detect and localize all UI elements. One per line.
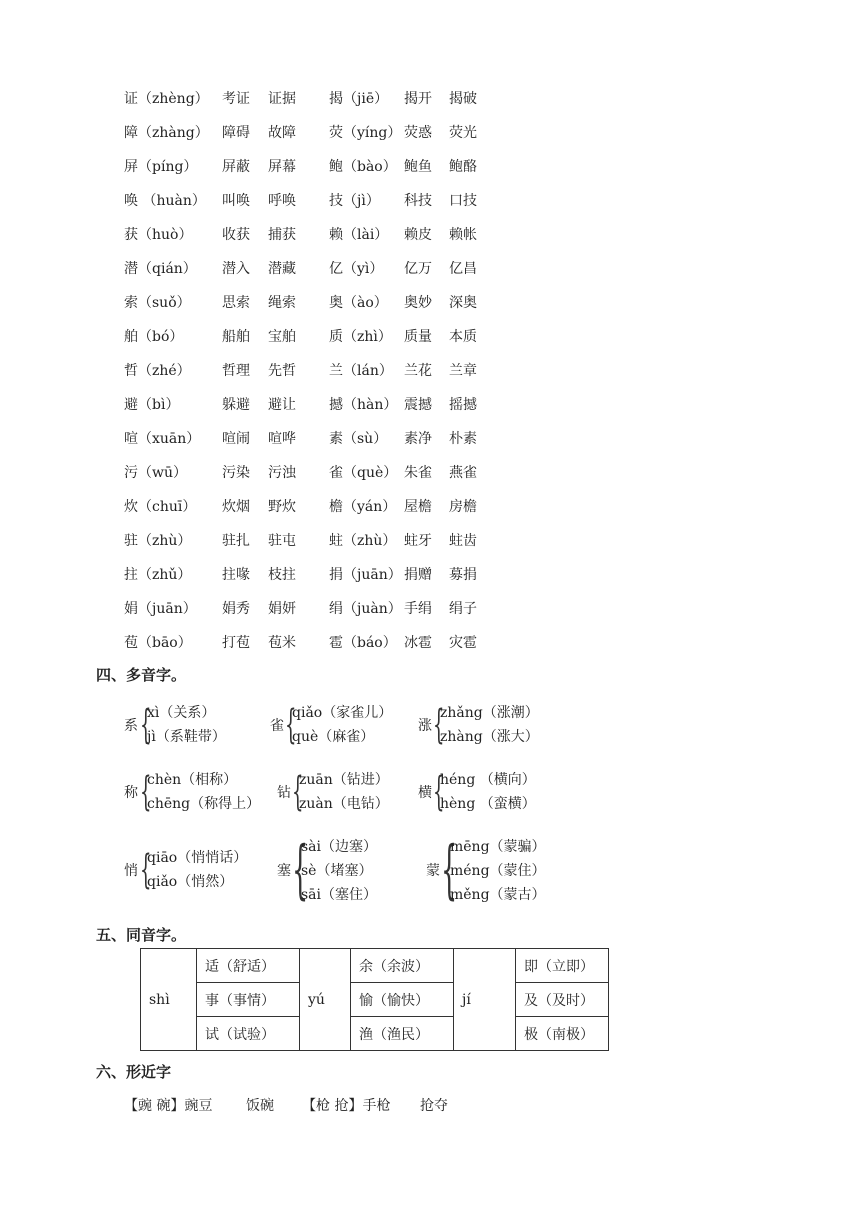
- vocab-word: 荧惑: [404, 125, 432, 141]
- vocab-word: 奥妙: [404, 295, 432, 311]
- table-row: [141, 949, 609, 983]
- vocab-word: 潜入: [222, 261, 250, 277]
- vocab-word: 绳索: [268, 295, 296, 311]
- vocab-char: 檐（yán）: [329, 499, 397, 515]
- poly-char: 蒙: [426, 863, 440, 879]
- vocab-char: 技（jì）: [329, 193, 380, 209]
- vocab-word: 娟妍: [268, 601, 296, 617]
- vocab-word: 驻扎: [222, 533, 250, 549]
- vocab-word: 哲理: [222, 363, 250, 379]
- vocab-word: 先哲: [268, 363, 296, 379]
- vocab-char: 唤 （huàn）: [124, 193, 206, 209]
- vocab-word: 宝舶: [268, 329, 296, 345]
- poly-char: 系: [124, 718, 138, 734]
- brace-icon: {: [433, 702, 445, 748]
- vocab-word: 打苞: [222, 635, 250, 651]
- vocab-word: 朴素: [449, 431, 477, 447]
- poly-reading: chēng（称得上）: [147, 796, 261, 812]
- poly-char: 横: [418, 785, 432, 801]
- poly-reading: sāi（塞住）: [301, 887, 378, 903]
- char-cell: 事（事情）: [197, 983, 300, 1017]
- poly-reading: qiǎo（家雀儿）: [292, 705, 393, 721]
- vocab-word: 避让: [268, 397, 296, 413]
- vocab-word: 鲍酪: [449, 159, 477, 175]
- vocab-word: 本质: [449, 329, 477, 345]
- vocab-word: 燕雀: [449, 465, 477, 481]
- vocab-word: 摇撼: [449, 397, 477, 413]
- vocab-word: 蛀牙: [404, 533, 432, 549]
- vocab-word: 躲避: [222, 397, 250, 413]
- vocab-char: 潜（qián）: [124, 261, 197, 277]
- brace-icon: {: [292, 833, 309, 907]
- poly-reading: měng（蒙古）: [450, 887, 546, 903]
- poly-reading: xì（关系）: [147, 705, 216, 721]
- vocab-char: 舶（bó）: [124, 329, 184, 345]
- vocab-word: 亿万: [404, 261, 432, 277]
- poly-char: 称: [124, 785, 138, 801]
- poly-char: 涨: [418, 718, 432, 734]
- vocab-char: 赖（lài）: [329, 227, 389, 243]
- vocab-word: 朱雀: [404, 465, 432, 481]
- vocab-word: 污染: [222, 465, 250, 481]
- vocab-word: 船舶: [222, 329, 250, 345]
- vocab-word: 故障: [268, 125, 296, 141]
- vocab-char: 捐（juān）: [329, 567, 402, 583]
- similar-shape-word: 饭碗: [246, 1098, 274, 1114]
- similar-shape-group-1: [124, 1095, 212, 1115]
- brace-icon: {: [140, 702, 152, 748]
- vocab-word: 障碍: [222, 125, 250, 141]
- similar-shape-word: 抢夺: [420, 1098, 448, 1114]
- vocab-char: 索（suǒ）: [124, 295, 191, 311]
- vocab-char: 哲（zhé）: [124, 363, 191, 379]
- brace-icon: {: [140, 847, 152, 893]
- vocab-word: 潜藏: [268, 261, 296, 277]
- pinyin-cell: shì: [141, 949, 197, 1051]
- vocab-char: 污（wū）: [124, 465, 187, 481]
- poly-char: 雀: [270, 718, 284, 734]
- brace-icon: {: [285, 702, 297, 748]
- pinyin-cell: jí: [454, 949, 516, 1051]
- vocab-char: 避（bì）: [124, 397, 180, 413]
- vocab-word: 喧哗: [268, 431, 296, 447]
- pinyin-cell: yú: [300, 949, 351, 1051]
- vocab-char: 苞（bāo）: [124, 635, 192, 651]
- poly-reading: chèn（相称）: [147, 772, 238, 788]
- vocab-word: 素净: [404, 431, 432, 447]
- vocab-word: 喧闹: [222, 431, 250, 447]
- poly-reading: zuān（钻进）: [299, 772, 389, 788]
- poly-reading: zuàn（电钻）: [299, 796, 389, 812]
- vocab-word: 野炊: [268, 499, 296, 515]
- similar-shape-word: 豌豆: [184, 1098, 213, 1114]
- vocab-char: 荧（yíng）: [329, 125, 402, 141]
- vocab-word: 震撼: [404, 397, 432, 413]
- vocab-word: 手绢: [404, 601, 432, 617]
- vocab-word: 口技: [449, 193, 477, 209]
- vocab-word: 科技: [404, 193, 432, 209]
- vocab-char: 撼（hàn）: [329, 397, 398, 413]
- poly-reading: méng（蒙住）: [450, 863, 546, 879]
- vocab-word: 驻屯: [268, 533, 296, 549]
- poly-reading: zhǎng（涨潮）: [440, 705, 539, 721]
- vocab-word: 炊烟: [222, 499, 250, 515]
- char-cell: 极（南极）: [516, 1017, 609, 1051]
- char-cell: 渔（渔民）: [351, 1017, 454, 1051]
- vocab-word: 证据: [268, 91, 296, 107]
- poly-reading: què（麻雀）: [292, 729, 375, 745]
- vocab-word: 捐赠: [404, 567, 432, 583]
- poly-char: 钻: [277, 785, 291, 801]
- brace-icon: {: [433, 769, 445, 815]
- char-cell: 及（及时）: [516, 983, 609, 1017]
- char-cell: 愉（愉快）: [351, 983, 454, 1017]
- poly-reading: hèng （蛮横）: [440, 796, 536, 812]
- table-row: [141, 1017, 609, 1051]
- vocab-word: 赖皮: [404, 227, 432, 243]
- vocab-char: 雀（què）: [329, 465, 398, 481]
- vocab-word: 兰章: [449, 363, 477, 379]
- section-similar-shape-title: 六、形近字: [96, 1063, 172, 1081]
- char-cell: 余（余波）: [351, 949, 454, 983]
- vocab-word: 呼唤: [268, 193, 296, 209]
- vocab-word: 亿昌: [449, 261, 477, 277]
- vocab-char: 屏（píng）: [124, 159, 198, 175]
- vocab-word: 质量: [404, 329, 432, 345]
- vocab-word: 娟秀: [222, 601, 250, 617]
- vocab-char: 绢（juàn）: [329, 601, 402, 617]
- vocab-char: 喧（xuān）: [124, 431, 201, 447]
- vocab-word: 拄喙: [222, 567, 250, 583]
- vocab-char: 蛀（zhù）: [329, 533, 397, 549]
- section-polyphonic-title: 四、多音字。: [96, 666, 187, 684]
- brace-icon: {: [441, 833, 458, 907]
- vocab-char: 拄（zhǔ）: [124, 567, 192, 583]
- char-cell: 即（立即）: [516, 949, 609, 983]
- vocab-char: 素（sù）: [329, 431, 388, 447]
- vocab-word: 兰花: [404, 363, 432, 379]
- vocab-word: 屏蔽: [222, 159, 250, 175]
- brace-icon: {: [140, 769, 152, 815]
- poly-char: 塞: [277, 863, 291, 879]
- vocab-word: 募捐: [449, 567, 477, 583]
- vocab-word: 收获: [222, 227, 250, 243]
- vocab-char: 鲍（bào）: [329, 159, 397, 175]
- vocab-word: 揭破: [449, 91, 477, 107]
- similar-shape-key: 【豌 碗】: [124, 1098, 185, 1114]
- vocab-word: 绢子: [449, 601, 477, 617]
- similar-shape-group-2: [302, 1095, 390, 1115]
- table-row: [141, 983, 609, 1017]
- char-cell: 适（舒适）: [197, 949, 300, 983]
- brace-icon: {: [292, 769, 304, 815]
- homophone-table: [140, 948, 609, 1051]
- vocab-char: 质（zhì）: [329, 329, 392, 345]
- vocab-word: 叫唤: [222, 193, 250, 209]
- vocab-word: 揭开: [404, 91, 432, 107]
- poly-reading: héng （横向）: [440, 772, 536, 788]
- vocab-char: 炊（chuī）: [124, 499, 197, 515]
- similar-shape-word: 手枪: [362, 1098, 391, 1114]
- vocab-word: 房檐: [449, 499, 477, 515]
- vocab-word: 屏幕: [268, 159, 296, 175]
- vocab-char: 获（huò）: [124, 227, 193, 243]
- vocab-char: 揭（jiē）: [329, 91, 389, 107]
- vocab-char: 兰（lán）: [329, 363, 393, 379]
- vocab-word: 苞米: [268, 635, 296, 651]
- poly-char: 悄: [124, 863, 138, 879]
- vocab-word: 深奥: [449, 295, 477, 311]
- vocab-word: 污浊: [268, 465, 296, 481]
- vocab-word: 灾雹: [449, 635, 477, 651]
- vocab-word: 捕获: [268, 227, 296, 243]
- poly-reading: sài（边塞）: [301, 839, 378, 855]
- vocab-char: 雹（báo）: [329, 635, 397, 651]
- vocab-word: 荧光: [449, 125, 477, 141]
- vocab-char: 奥（ào）: [329, 295, 388, 311]
- similar-shape-key: 【枪 抢】: [302, 1098, 363, 1114]
- vocab-word: 屋檐: [404, 499, 432, 515]
- vocab-word: 枝拄: [268, 567, 296, 583]
- poly-reading: jì（系鞋带）: [147, 729, 226, 745]
- vocab-word: 赖帐: [449, 227, 477, 243]
- vocab-word: 冰雹: [404, 635, 432, 651]
- poly-reading: mēng（蒙骗）: [450, 839, 546, 855]
- vocab-word: 考证: [222, 91, 250, 107]
- poly-reading: sè（堵塞）: [301, 863, 373, 879]
- char-cell: 试（试验）: [197, 1017, 300, 1051]
- vocab-char: 证（zhèng）: [124, 91, 209, 107]
- poly-reading: qiāo（悄悄话）: [147, 850, 248, 866]
- section-homophone-title: 五、同音字。: [96, 926, 187, 944]
- vocab-word: 思索: [222, 295, 250, 311]
- vocab-char: 驻（zhù）: [124, 533, 192, 549]
- vocab-char: 亿（yì）: [329, 261, 384, 277]
- vocab-char: 障（zhàng）: [124, 125, 209, 141]
- poly-reading: zhàng（涨大）: [440, 729, 539, 745]
- poly-reading: qiǎo（悄然）: [147, 874, 234, 890]
- vocab-word: 蛀齿: [449, 533, 477, 549]
- vocab-char: 娟（juān）: [124, 601, 197, 617]
- vocab-word: 鲍鱼: [404, 159, 432, 175]
